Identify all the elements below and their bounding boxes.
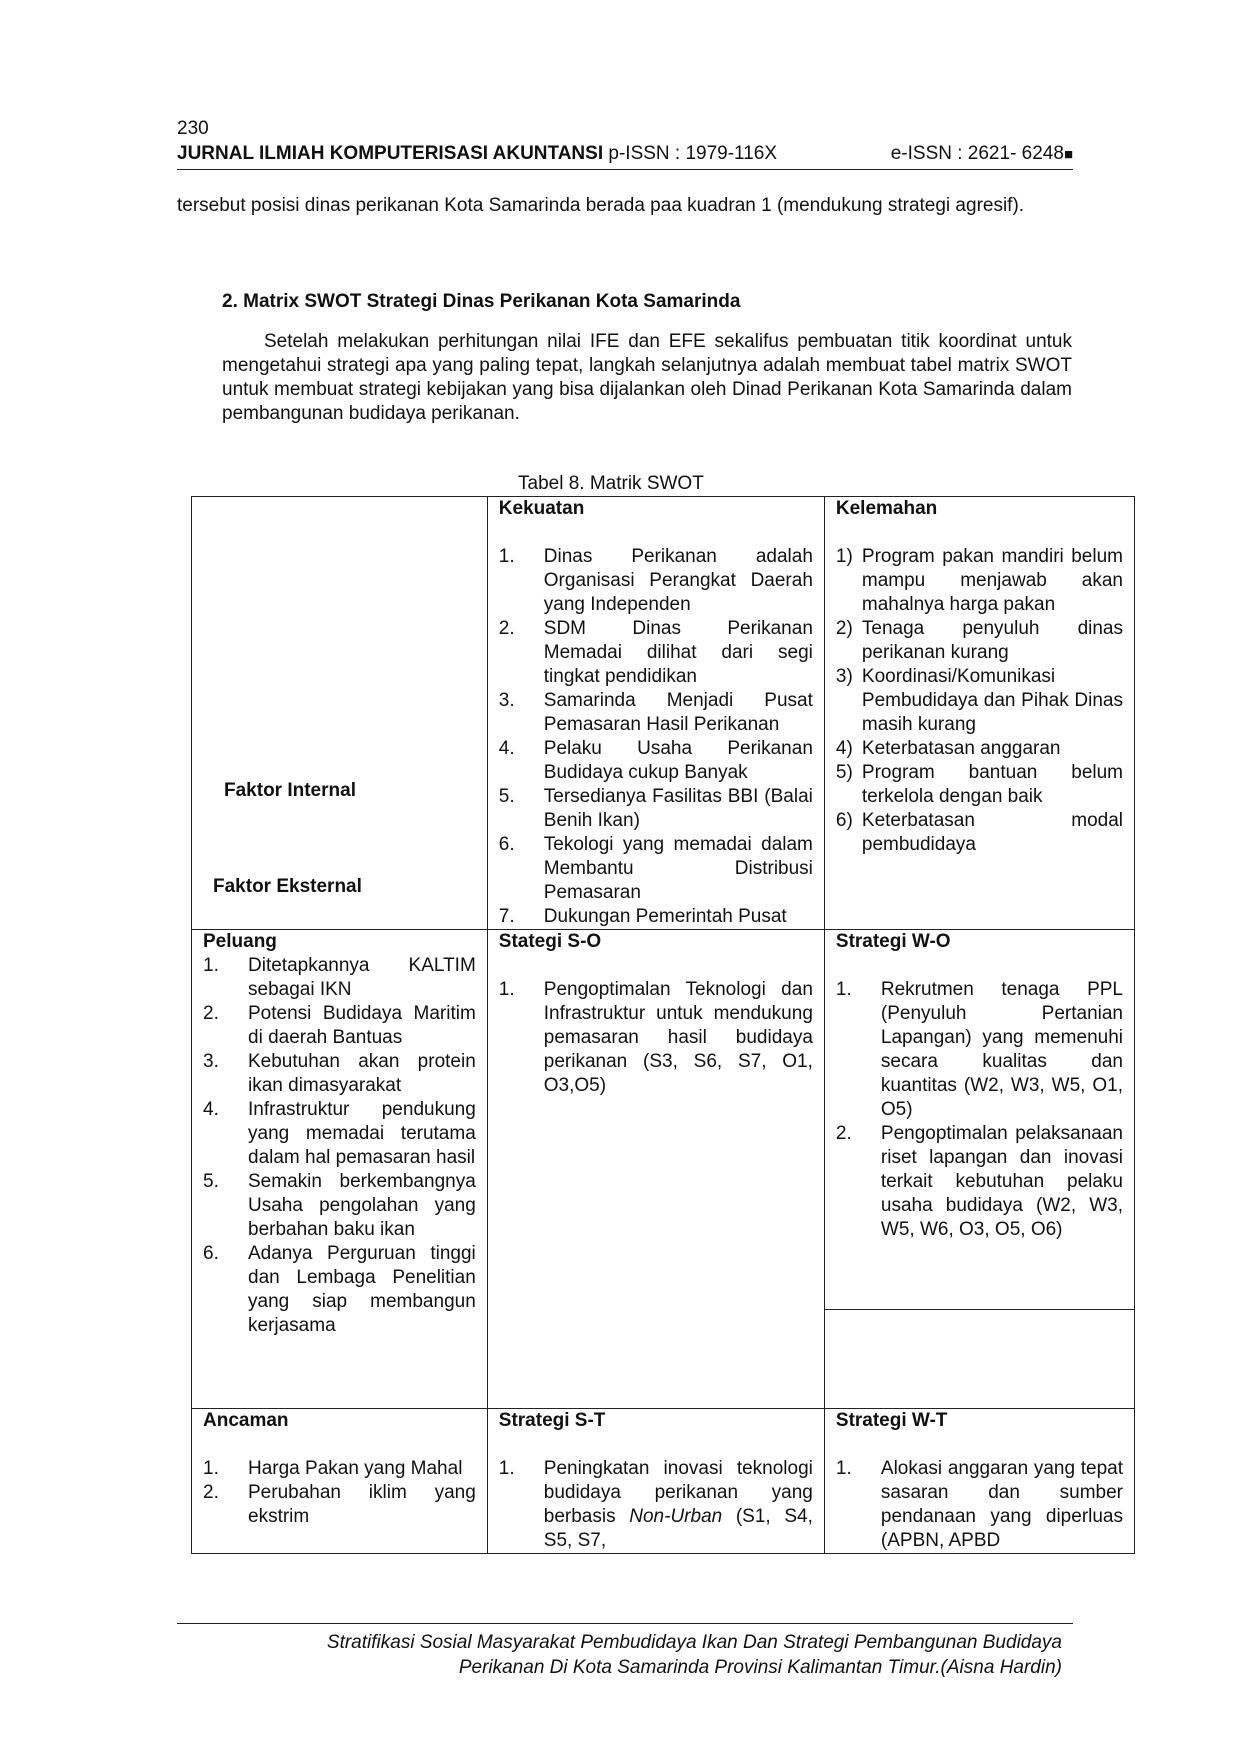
kelemahan-cell [824,497,1134,930]
list-item-number: 6) [835,810,853,831]
footer [177,1630,1062,1680]
list-item [499,978,813,1098]
kekuatan-title: Kekuatan [498,498,585,519]
list-item [499,689,813,737]
list-item-number: 5) [835,762,853,783]
e-issn: e-ISSN : 2621- 6248 [890,143,1064,164]
table-row [192,497,1135,930]
list-item-text: Potensi Budidaya Maritim di daerah Bantuas [248,1003,476,1048]
strategi-wo-cell [824,930,1134,1409]
swot-matrix-table [191,496,1135,1554]
list-item [836,978,1123,1122]
list-item [836,1122,1123,1242]
list-item-text: Harga Pakan yang Mahal [248,1458,463,1479]
list-item-number: 2. [203,1003,219,1024]
strategi-st-cell [487,1409,824,1554]
list-item-number: 1) [835,546,853,567]
strategi-wo-list [836,978,1123,1242]
p-issn: p-ISSN : 1979-116X [608,143,778,164]
list-item-text: SDM Dinas Perikanan Memadai dilihat dari segi tingkat pendidikan [543,618,813,687]
list-item [836,617,1123,665]
list-item-number: 1. [835,1458,852,1479]
faktor-cell [192,497,488,930]
list-item-text: Alokasi anggaran yang tepat sasaran dan sumber pendanaan yang diperluas (APBN, APBD [880,1458,1123,1551]
strategi-so-title: Stategi S-O [498,931,602,952]
list-item-number: 2. [835,1123,852,1144]
peluang-title: Peluang [203,931,277,952]
list-item-text: Tenaga penyuluh dinas perikanan kurang [861,618,1123,663]
list-item-text: Semakin berkembangnya Usaha pengolahan yang berbahan baku ikan [248,1171,476,1240]
header-marker: ■ [1063,146,1073,163]
list-item [499,545,813,617]
list-item [499,833,813,905]
list-item-number: 1. [498,546,515,567]
list-item-number: 2) [835,618,853,639]
list-item-number: 2. [498,618,515,639]
list-item-text: Pengoptimalan Teknologi dan Infrastruktur untuk mendukung pemasaran hasil budidaya perikanan (S3, S6, S7, O1, O3,O5) [543,979,813,1096]
list-item-text: Program bantuan belum terkelola dengan baik [861,762,1123,807]
strategi-wt-cell [824,1409,1134,1554]
list-item-number: 4) [835,738,853,759]
list-item-text: Infrastruktur pendukung yang memadai terutama dalam hal pemasaran hasil [248,1099,476,1168]
list-item [203,1050,476,1098]
list-item [203,1098,476,1170]
list-item [203,1481,476,1529]
list-item-text: Perubahan iklim yang ekstrim [248,1482,476,1527]
list-item-text: Tekologi yang memadai dalam Membantu Distribusi Pemasaran [543,834,813,903]
ancaman-cell [192,1409,488,1554]
strategi-wt-title: Strategi W-T [835,1410,948,1431]
ancaman-list [203,1457,476,1529]
page-number: 230 [177,118,209,139]
st-text-end: (S1, S4, S5, S7, [543,1506,813,1551]
table-caption: Tabel 8. Matrik SWOT [518,473,704,494]
list-item-text: Rekrutmen tenaga PPL (Penyuluh Pertanian Lapangan) yang memenuhi secara kualitas dan kuantitas (W2, W3, W5, O1, O5) [880,979,1123,1120]
journal-header [177,143,1073,165]
list-item [836,737,1123,761]
kekuatan-list [499,545,813,929]
journal-name: JURNAL ILMIAH KOMPUTERISASI AKUNTANSI [177,143,604,164]
list-item [836,1457,1123,1553]
list-item [203,954,476,1002]
st-text-start: Peningkatan inovasi teknologi budidaya perikanan yang berbasis [543,1458,813,1527]
intro-paragraph: tersebut posisi dinas perikanan Kota Samarinda berada paa kuadran 1 (mendukung strategi agresif). [177,195,1025,216]
list-item-number: 2. [203,1482,219,1503]
strategi-st-list [499,1457,813,1553]
list-item-text: Adanya Perguruan tinggi dan Lembaga Penelitian yang siap membangun kerjasama [248,1243,476,1336]
list-item-number: 6. [498,834,515,855]
list-item [499,905,813,929]
footer-line-2: Perikanan Di Kota Samarinda Provinsi Kalimantan Timur.(Aisna Hardin) [458,1657,1062,1678]
list-item-number: 4. [203,1099,219,1120]
peluang-list [203,954,476,1338]
section-paragraph [222,330,1072,426]
strategi-wo-title: Strategi W-O [835,931,951,952]
list-item-text: Keterbatasan modal pembudidaya [861,810,1123,855]
list-item-text: Program pakan mandiri belum mampu menjawab akan mahalnya harga pakan [861,546,1123,615]
list-item [499,617,813,689]
faktor-eksternal-label: Faktor Eksternal [213,876,362,897]
list-item-number: 7. [498,906,515,927]
list-item-number: 1. [203,1458,219,1479]
list-item [203,1457,476,1481]
strategi-so-list [499,978,813,1098]
footer-line-1: Stratifikasi Sosial Masyarakat Pembudidaya Ikan Dan Strategi Pembangunan Budidaya [326,1632,1062,1653]
list-item-text: Koordinasi/Komunikasi Pembudidaya dan Pihak Dinas masih kurang [861,666,1123,735]
list-item-text: Pengoptimalan pelaksanaan riset lapangan dan inovasi terkait kebutuhan pelaku usaha budidaya (W2, W3, W5, W6, O3, O5, O6) [880,1123,1123,1240]
kelemahan-title: Kelemahan [835,498,938,519]
table-row [192,1409,1135,1554]
list-item-number: 5. [203,1171,219,1192]
list-item-text [544,1457,813,1553]
list-item-number: 3) [835,666,853,687]
list-item-text: Samarinda Menjadi Pusat Pemasaran Hasil Perikanan [543,690,813,735]
st-text-italic: Non-Urban [629,1506,723,1527]
kekuatan-cell [487,497,824,930]
list-item-number: 1. [498,979,515,1000]
list-item [203,1002,476,1050]
header-rule [177,169,1073,170]
list-item [203,1242,476,1338]
list-item-text: Dukungan Pemerintah Pusat [543,906,787,927]
table-row [192,930,1135,1409]
list-item-number: 1. [498,1458,515,1479]
list-item-number: 6. [203,1243,219,1264]
list-item-text: Pelaku Usaha Perikanan Budidaya cukup Banyak [543,738,813,783]
list-item [499,737,813,785]
list-item-number: 4. [498,738,515,759]
list-item-number: 3. [498,690,515,711]
kelemahan-list [836,545,1123,857]
list-item-number: 1. [835,979,852,1000]
strategi-st-title: Strategi S-T [498,1410,606,1431]
list-item-text: Ditetapkannya KALTIM sebagai IKN [248,955,476,1000]
list-item [836,809,1123,857]
list-item [499,1457,813,1553]
section-paragraph-text: Setelah melakukan perhitungan nilai IFE dan EFE sekalifus pembuatan titik koordinat untuk mengetahui strategi apa yang paling tepat, langkah selanjutnya adalah membuat tabel matrix SWOT untuk membuat strategi kebijakan yang bisa dijalankan oleh Dinad Perikanan Kota Samarinda dalam pembangunan budidaya perikanan. [222,331,1072,424]
list-item-number: 3. [203,1051,219,1072]
list-item [836,545,1123,617]
list-item-number: 5. [498,786,515,807]
list-item [836,665,1123,737]
ancaman-title: Ancaman [203,1410,289,1431]
list-item [499,785,813,833]
list-item [203,1170,476,1242]
list-item-text: Keterbatasan anggaran [861,738,1061,759]
list-item-text: Tersedianya Fasilitas BBI (Balai Benih Ikan) [543,786,813,831]
list-item-text: Kebutuhan akan protein ikan dimasyarakat [248,1051,476,1096]
peluang-cell [192,930,488,1409]
strategi-wt-list [836,1457,1123,1553]
empty-subcell [825,1309,1134,1408]
strategi-so-cell [487,930,824,1409]
faktor-internal-label: Faktor Internal [224,780,356,801]
list-item-text: Dinas Perikanan adalah Organisasi Perangkat Daerah yang Independen [543,546,813,615]
list-item [836,761,1123,809]
section-heading: 2. Matrix SWOT Strategi Dinas Perikanan Kota Samarinda [222,291,741,312]
list-item-number: 1. [203,955,219,976]
footer-rule [177,1623,1073,1624]
